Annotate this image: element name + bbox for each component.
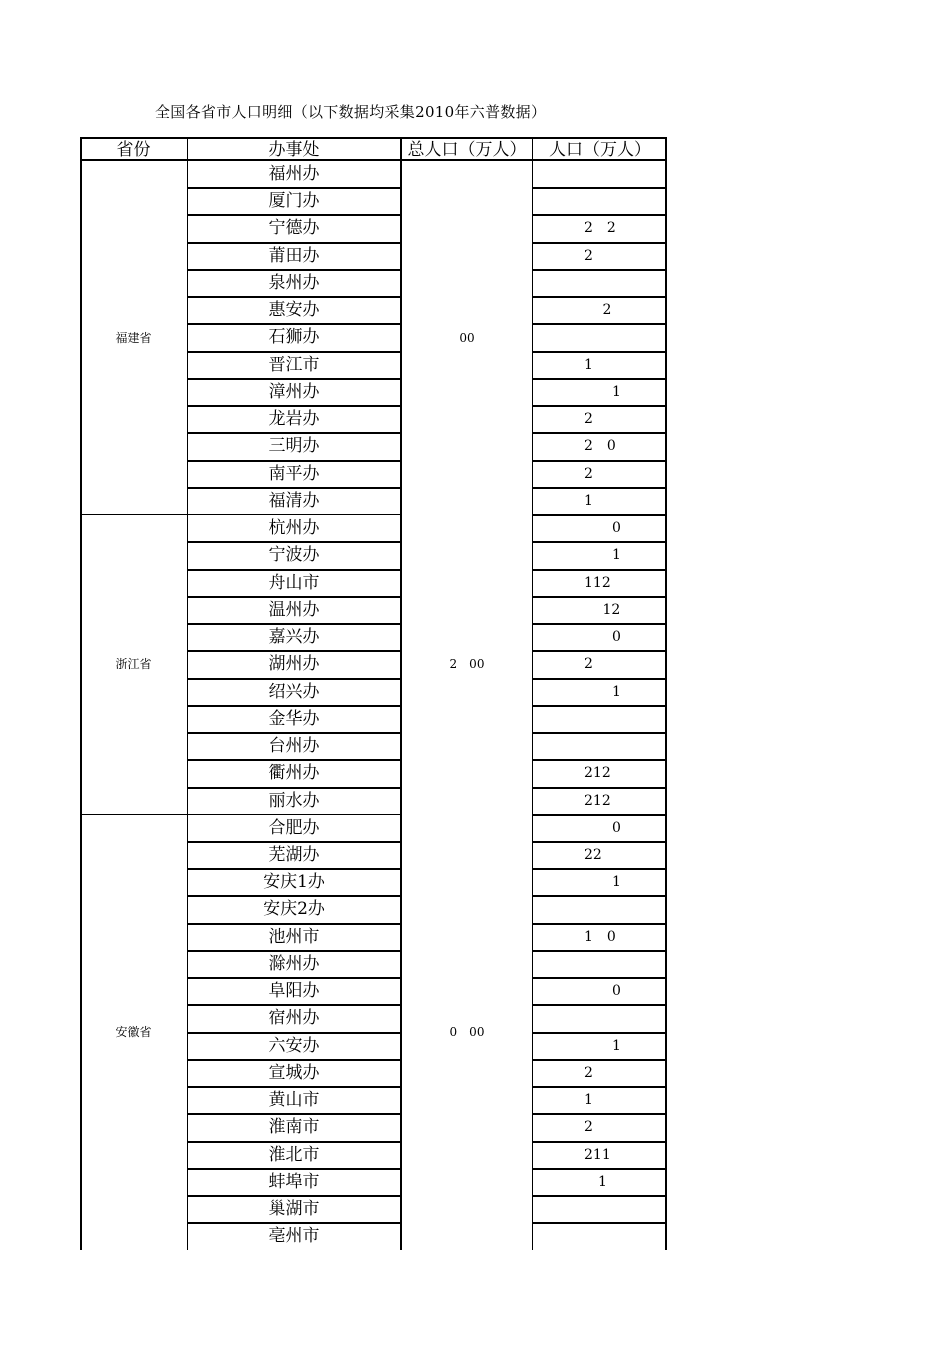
office-population: [534, 896, 666, 923]
row-divider: [188, 1195, 400, 1197]
row-divider: [188, 678, 400, 680]
row-divider: [188, 868, 400, 870]
office-population: [534, 161, 666, 188]
row-divider: [188, 323, 400, 325]
office-population: 1: [584, 547, 621, 564]
row-divider: [188, 432, 400, 434]
row-divider: [533, 650, 667, 652]
column-divider: [665, 137, 667, 1250]
office-name: 宁德办: [268, 218, 320, 239]
office-name: 宿州办: [268, 1008, 320, 1029]
office-name: 福州办: [268, 164, 320, 184]
office-population: 0: [584, 983, 621, 1000]
row-divider: [188, 1086, 400, 1088]
office-population: 22: [584, 847, 602, 863]
header-total: 总人口（万人）: [407, 140, 527, 160]
office-name: 福清办: [268, 490, 320, 511]
row-divider: [188, 977, 400, 979]
row-divider: [533, 1195, 667, 1197]
row-divider: [533, 351, 667, 353]
row-divider: [188, 923, 400, 925]
office-name: 宁波办: [268, 545, 320, 566]
header-population: 人口（万人）: [549, 140, 651, 160]
row-divider: [188, 460, 400, 462]
row-divider: [533, 1059, 667, 1061]
office-name: 淮南市: [268, 1117, 320, 1138]
office-population: [534, 324, 666, 351]
header-office: 办事处: [268, 140, 320, 160]
row-divider: [188, 269, 400, 271]
office-population: 211: [584, 1146, 611, 1163]
row-divider: [533, 242, 667, 244]
office-name: 宣城办: [268, 1062, 320, 1083]
row-divider: [533, 187, 667, 189]
row-divider: [188, 1032, 400, 1034]
row-divider: [188, 187, 400, 189]
office-name: 亳州市: [268, 1226, 320, 1247]
office-population: 212: [584, 765, 611, 782]
row-divider: [188, 1222, 400, 1224]
office-population: 2: [584, 411, 593, 428]
row-divider: [188, 1059, 400, 1061]
row-divider: [533, 296, 667, 298]
row-divider: [533, 405, 667, 407]
office-name: 绍兴办: [268, 681, 320, 702]
row-divider: [188, 1004, 400, 1006]
row-divider: [533, 1141, 667, 1143]
office-population: 1: [584, 874, 621, 891]
office-name: 衢州办: [268, 763, 320, 784]
office-population: 1: [584, 492, 593, 509]
row-divider: [533, 214, 667, 216]
office-population: 1: [584, 1037, 621, 1054]
row-divider: [533, 1004, 667, 1006]
row-divider: [533, 623, 667, 625]
office-population: 1: [584, 683, 621, 700]
office-population: 2: [584, 247, 593, 264]
row-divider: [188, 895, 400, 897]
row-divider: [188, 1141, 400, 1143]
row-divider: [533, 596, 667, 598]
office-name: 滁州办: [268, 953, 320, 974]
office-name: 三明办: [268, 436, 320, 457]
province-total: 00: [459, 331, 475, 345]
row-divider: [533, 1032, 667, 1034]
population-table: [80, 137, 667, 1250]
header-province: 省份: [116, 140, 151, 160]
row-divider: [533, 759, 667, 761]
office-name: 惠安办: [268, 300, 320, 321]
row-divider: [533, 269, 667, 271]
office-population: 12: [584, 601, 621, 618]
office-name: 杭州办: [268, 518, 320, 539]
office-population: 0: [584, 819, 621, 836]
row-divider: [533, 569, 667, 571]
office-name: 淮北市: [268, 1144, 320, 1165]
office-name: 合肥办: [268, 817, 320, 838]
office-population: [534, 706, 666, 733]
office-population: [534, 1005, 666, 1032]
office-population: [534, 1223, 666, 1250]
office-name: 石狮办: [268, 327, 320, 348]
office-population: 2: [584, 1119, 593, 1136]
office-population: 1: [584, 383, 621, 400]
page-title: 全国各省市人口明细（以下数据均采集2010年六普数据）: [155, 103, 547, 121]
office-population: [534, 188, 666, 215]
table-header: [80, 137, 667, 161]
row-divider: [188, 541, 400, 543]
office-population: 2 2: [584, 220, 616, 237]
row-divider: [533, 1168, 667, 1170]
office-name: 芜湖办: [268, 845, 320, 865]
row-divider: [533, 950, 667, 952]
office-name: 晋江市: [268, 354, 320, 375]
office-population: 2: [584, 1064, 593, 1081]
office-population: [534, 270, 666, 297]
row-divider: [533, 460, 667, 462]
row-divider: [188, 650, 400, 652]
row-divider: [188, 1113, 400, 1115]
row-divider: [533, 323, 667, 325]
row-divider: [188, 787, 400, 789]
province-total: 2 00: [449, 657, 485, 672]
office-population: 2: [584, 656, 593, 673]
row-divider: [188, 950, 400, 952]
row-divider: [533, 705, 667, 707]
row-divider: [188, 841, 400, 843]
office-name: 厦门办: [268, 191, 320, 212]
office-name: 泉州办: [268, 272, 320, 293]
office-name: 台州办: [268, 736, 320, 757]
row-divider: [188, 569, 400, 571]
office-name: 六安办: [268, 1035, 320, 1056]
office-name: 嘉兴办: [268, 627, 320, 648]
office-name: 龙岩办: [268, 409, 320, 430]
row-divider: [188, 759, 400, 761]
province-total: 0 00: [449, 1024, 485, 1039]
office-population: 1 0: [584, 928, 616, 945]
province-name: 浙江省: [115, 657, 152, 672]
office-population: 2: [584, 302, 612, 319]
row-divider: [533, 487, 667, 489]
row-divider: [188, 705, 400, 707]
row-divider: [533, 977, 667, 979]
row-divider: [533, 841, 667, 843]
row-divider: [188, 596, 400, 598]
office-name: 金华办: [268, 708, 320, 729]
row-divider: [533, 678, 667, 680]
office-population: [534, 951, 666, 978]
row-divider: [533, 923, 667, 925]
office-population: [534, 733, 666, 760]
province-name: 福建省: [115, 331, 152, 345]
row-divider: [188, 242, 400, 244]
office-name: 池州市: [268, 926, 320, 947]
column-divider: [80, 137, 82, 1250]
row-divider: [188, 623, 400, 625]
office-population: 1: [584, 356, 593, 373]
office-population: 1: [584, 1173, 607, 1190]
row-divider: [188, 487, 400, 489]
row-divider: [533, 787, 667, 789]
row-divider: [533, 895, 667, 897]
column-divider: [400, 137, 402, 1250]
office-name: 湖州办: [268, 654, 320, 675]
row-divider: [533, 541, 667, 543]
office-population: [534, 1196, 666, 1223]
office-population: 1: [584, 1092, 593, 1109]
office-population: 2 0: [584, 438, 616, 455]
office-name: 蚌埠市: [268, 1171, 320, 1192]
row-divider: [533, 732, 667, 734]
row-divider: [533, 868, 667, 870]
office-name: 莆田办: [268, 245, 320, 266]
row-divider: [188, 1168, 400, 1170]
row-divider: [188, 214, 400, 216]
row-divider: [188, 296, 400, 298]
office-name: 漳州办: [268, 381, 320, 402]
office-population: 0: [584, 629, 621, 646]
row-divider: [188, 351, 400, 353]
row-divider: [533, 1222, 667, 1224]
office-population: 2: [584, 465, 593, 482]
office-name: 丽水办: [268, 790, 320, 811]
office-name: 南平办: [268, 463, 320, 484]
column-divider: [532, 137, 533, 1250]
office-name: 安庆1办: [263, 872, 325, 893]
office-population: 0: [584, 520, 621, 537]
office-name: 温州办: [268, 599, 320, 620]
row-divider: [188, 405, 400, 407]
row-divider: [533, 432, 667, 434]
row-divider: [533, 1086, 667, 1088]
office-name: 黄山市: [268, 1090, 320, 1111]
province-name: 安徽省: [115, 1024, 152, 1039]
office-name: 巢湖市: [268, 1199, 320, 1220]
row-divider: [188, 732, 400, 734]
office-population: 212: [584, 792, 611, 809]
office-name: 阜阳办: [268, 981, 320, 1002]
row-divider: [188, 378, 400, 380]
office-population: 112: [584, 574, 611, 591]
row-divider: [533, 1113, 667, 1115]
row-divider: [533, 378, 667, 380]
column-divider: [187, 137, 188, 1250]
office-name: 舟山市: [268, 572, 320, 593]
office-name: 安庆2办: [263, 899, 325, 920]
